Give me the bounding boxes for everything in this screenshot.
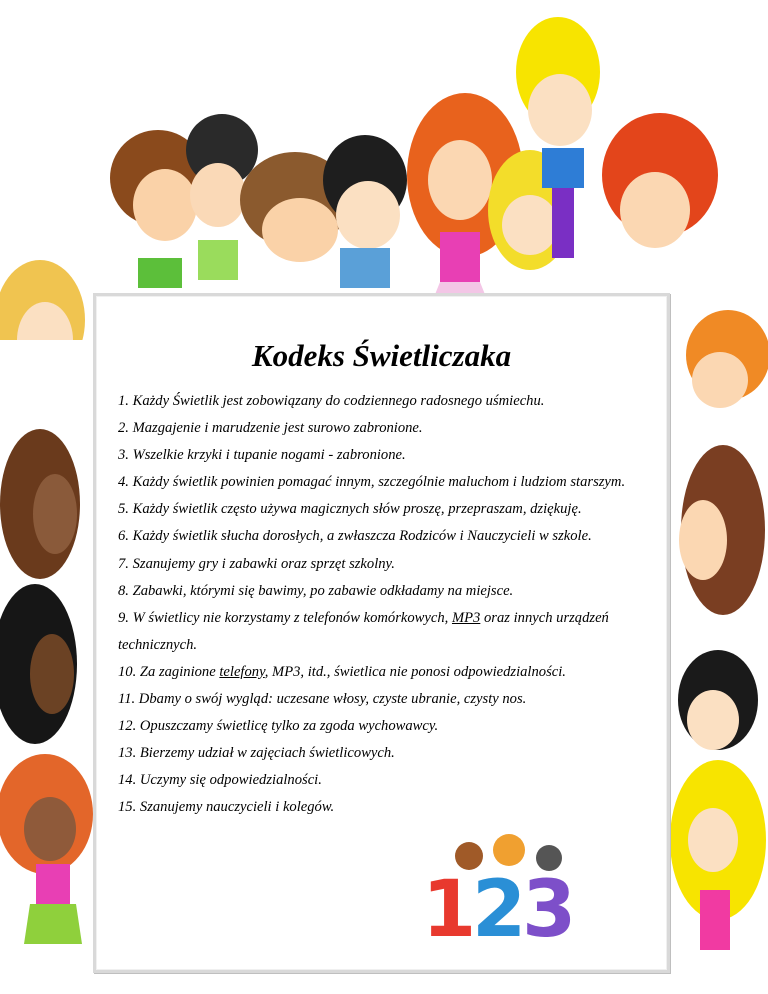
numbers-123-kids-icon — [414, 828, 584, 948]
list-item: 2. Mazgajenie i marudzenie jest surowo zabronione. — [118, 420, 423, 437]
cartoon-children-top-icon — [0, 0, 768, 340]
list-item: 4. Każdy świetlik powinien pomagać innym, szczególnie maluchom i ludziom starszym. — [118, 474, 626, 491]
list-item: 3. Wszelkie krzyki i tupanie nogami - zabronione. — [118, 447, 406, 464]
list-item: 12. Opuszczamy świetlicę tylko za zgoda wychowawcy. — [118, 718, 439, 735]
svg-text:2: 2 — [472, 865, 527, 948]
list-item: 13. Bierzemy udział w zajęciach świetlicowych. — [118, 745, 395, 762]
rule-text: oraz innych urządzeń technicznych. — [118, 609, 609, 653]
rule-text: 10. Za zaginione — [118, 663, 220, 680]
svg-text:1: 1 — [422, 865, 477, 948]
svg-text:3: 3 — [522, 865, 577, 948]
rules-list — [118, 388, 658, 822]
list-item: 15. Szanujemy nauczycieli i kolegów. — [118, 799, 335, 816]
rule-text: 9. W świetlicy nie korzystamy z telefonów komórkowych, — [118, 609, 452, 626]
rule-text: , MP3, itd., świetlica nie ponosi odpowiedzialności. — [264, 663, 566, 680]
cartoon-children-left-icon — [0, 334, 95, 994]
rule-underlined-text: telefony — [219, 663, 265, 680]
list-item — [118, 605, 658, 659]
list-item: 14. Uczymy się odpowiedzialności. — [118, 772, 322, 789]
rule-underlined-text: MP3 — [451, 609, 481, 626]
code-board — [93, 293, 670, 973]
list-item: 1. Każdy Świetlik jest zobowiązany do codziennego radosnego uśmiechu. — [118, 393, 545, 409]
list-item: 8. Zabawki, którymi się bawimy, po zabawie odkładamy na miejsce. — [118, 582, 514, 599]
page-title: Kodeks Świetliczaka — [251, 338, 512, 373]
list-item: 5. Każdy świetlik często używa magicznych słów proszę, przepraszam, dziękuję. — [118, 501, 582, 518]
cartoon-children-right-icon — [658, 300, 768, 990]
list-item — [118, 659, 658, 686]
list-item: 6. Każdy świetlik słucha dorosłych, a zwłaszcza Rodziców i Nauczycieli w szkole. — [118, 528, 592, 545]
list-item: 11. Dbamy o swój wygląd: uczesane włosy, czyste ubranie, czysty nos. — [118, 691, 527, 708]
list-item: 7. Szanujemy gry i zabawki oraz sprzęt szkolny. — [118, 555, 395, 572]
